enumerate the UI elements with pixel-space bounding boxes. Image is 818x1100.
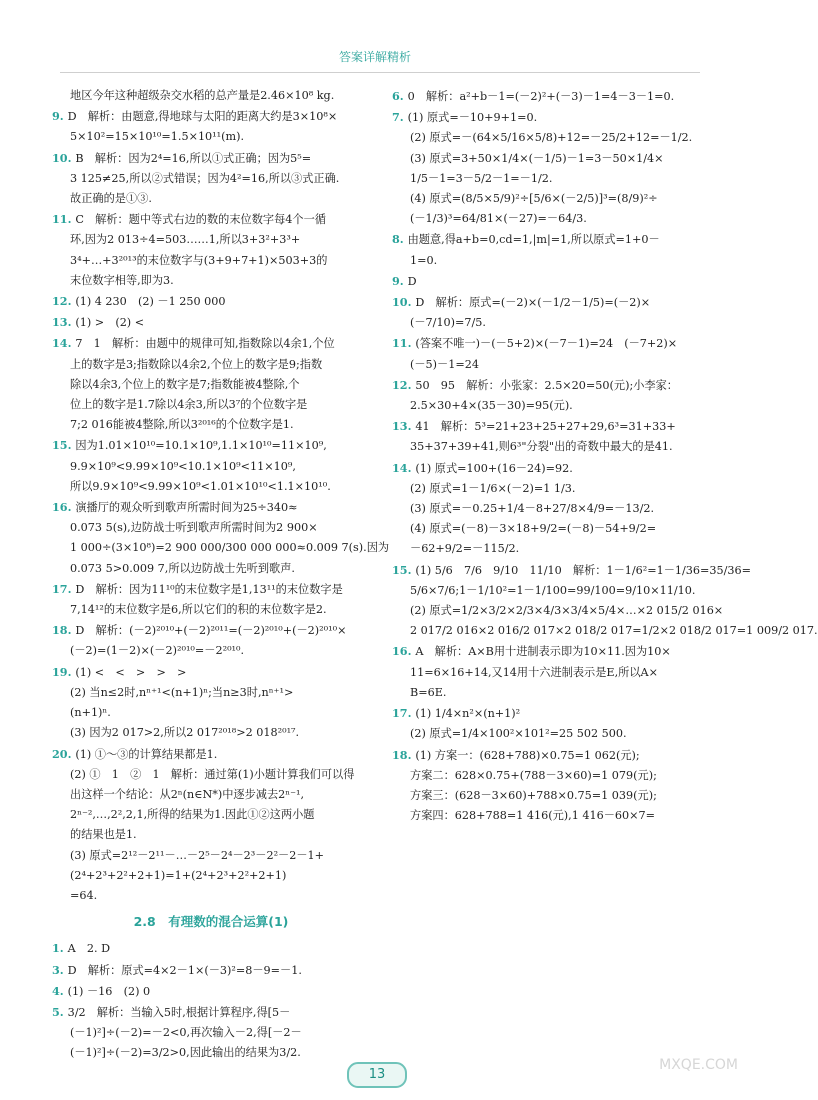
answer-line xyxy=(392,703,710,724)
answer-text: 故正确的是①③. xyxy=(70,192,152,206)
answer-line xyxy=(52,230,370,250)
answer-line xyxy=(52,703,370,723)
answer-text: (4) 原式=(－8)－3×18+9/2=(－8)－54+9/2= xyxy=(410,522,657,536)
answer-line xyxy=(392,333,710,354)
answer-line xyxy=(52,1002,370,1023)
answer-line xyxy=(52,662,370,683)
answer-line xyxy=(392,437,710,457)
question-number: 9. xyxy=(392,273,408,288)
answer-line xyxy=(52,641,370,661)
question-number: 9. xyxy=(52,109,68,124)
answer-text: 2.5×30+4×(35－30)=95(元). xyxy=(410,399,573,413)
answer-line xyxy=(52,785,370,805)
answer-line xyxy=(392,766,710,786)
answer-line xyxy=(52,938,370,959)
answer-line xyxy=(52,744,370,765)
answer-line xyxy=(392,416,710,437)
answer-text: 3/2 解析：当输入5时,根据计算程序,得[5－ xyxy=(67,1005,291,1019)
answer-text: =64. xyxy=(70,888,98,902)
answer-line xyxy=(52,683,370,703)
answer-line xyxy=(392,621,818,641)
answer-text: 11=6×16+14,又14用十六进制表示是E,所以A× xyxy=(410,665,658,679)
answer-text: (－7/10)=7/5. xyxy=(410,316,486,330)
question-number: 17. xyxy=(392,706,416,721)
answer-line xyxy=(392,663,710,683)
answer-line xyxy=(392,251,710,271)
answer-text: 35+37+39+41,则6³"分裂"出的奇数中最大的是41. xyxy=(410,440,673,454)
question-number: 5. xyxy=(52,1004,68,1019)
answer-text: 0 解析：a²+b－1=(－2)²+(－3)－1=4－3－1=0. xyxy=(407,90,675,103)
answer-text: D 解析：原式=4×2－1×(－3)²=8－9=－1. xyxy=(67,963,302,977)
answer-line xyxy=(52,497,370,518)
answer-line xyxy=(52,291,370,312)
right-column xyxy=(392,86,818,826)
answer-text: －62+9/2=－115/2. xyxy=(410,542,520,556)
answer-text: (1) 方案一：(628+788)×0.75=1 062(元); xyxy=(415,748,640,762)
answer-text: D 解析：由题意,得地球与太阳的距离大约是3×10⁸× xyxy=(67,110,338,124)
answer-text: (3) 原式=3+50×1/4×(－1/5)－1=3－50×1/4× xyxy=(410,151,664,165)
page-header: 答案详解精析 xyxy=(338,50,411,64)
answer-text: 1/5－1=3－5/2－1=－1/2. xyxy=(410,171,553,185)
answer-text: 7;2 016能被4整除,所以3²⁰¹⁶的个位数字是1. xyxy=(70,418,294,432)
answer-line xyxy=(392,313,710,333)
answer-text: (2) 原式=1－1/6×(－2)=1 1/3. xyxy=(410,481,576,495)
left-column xyxy=(52,86,390,1064)
answer-text: C 解析：题中等式右边的数的末位数字每4个一循 xyxy=(75,213,326,227)
answer-text: (2⁴+2³+2²+2+1)=1+(2⁴+2³+2²+2+1) xyxy=(70,868,287,882)
answer-text: B=6E. xyxy=(410,685,447,699)
question-number: 10. xyxy=(52,150,76,165)
answer-line xyxy=(52,415,370,435)
answer-line xyxy=(52,435,370,456)
answer-line xyxy=(392,786,710,806)
answer-text: 7 1 解析：由题中的规律可知,指数除以4余1,个位 xyxy=(75,337,335,351)
answer-text: 50 95 解析：小张家：2.5×20=50(元);小李家： xyxy=(415,378,678,392)
answer-line xyxy=(392,169,710,189)
answer-text: 1=0. xyxy=(410,253,438,267)
answer-text: 3⁴+…+3²⁰¹³的末位数字与(3+9+7+1)×503+3的 xyxy=(70,253,328,267)
question-number: 4. xyxy=(52,983,68,998)
question-number: 12. xyxy=(392,377,416,392)
answer-text: (答案不唯一)－(－5+2)×(－7－1)=24 (－7+2)× xyxy=(415,337,678,351)
answer-text: 位上的数字是1.7除以4余3,所以3⁷的个位数字是 xyxy=(70,398,308,412)
answer-line xyxy=(52,355,370,375)
answer-line xyxy=(392,107,710,128)
section-title: 2.8 有理数的混合运算(1) xyxy=(133,914,289,930)
answer-line xyxy=(52,86,370,106)
question-number: 16. xyxy=(52,500,76,515)
answer-text: (1) －16 (2) 0 xyxy=(67,984,151,998)
question-number: 13. xyxy=(52,315,76,330)
answer-line xyxy=(392,396,710,416)
answer-line xyxy=(52,765,370,785)
question-number: 19. xyxy=(52,664,76,679)
answer-line xyxy=(392,641,710,662)
answer-line xyxy=(52,723,370,743)
question-number: 18. xyxy=(392,747,416,762)
answer-text: 5×10²=15×10¹⁰=1.5×10¹¹(m). xyxy=(70,130,245,144)
answer-line xyxy=(392,539,710,559)
answer-text: 所以9.9×10⁹<9.99×10⁹<1.01×10¹⁰<1.1×10¹⁰. xyxy=(70,479,331,493)
answer-text: 出这样一个结论：从2ⁿ(n∈N*)中逐步减去2ⁿ⁻¹, xyxy=(70,787,305,801)
question-number: 14. xyxy=(392,460,416,475)
answer-text: (－2)=(1－2)×(－2)²⁰¹⁰=－2²⁰¹⁰. xyxy=(70,644,245,658)
answer-line xyxy=(392,560,752,581)
question-number: 15. xyxy=(52,438,76,453)
answer-text: 演播厅的观众听到歌声所需时间为25÷340≈ xyxy=(75,501,298,515)
answer-text: (2) 当n≤2时,nⁿ⁺¹<(n+1)ⁿ;当n≥3时,nⁿ⁺¹> xyxy=(70,685,294,699)
answer-line xyxy=(392,375,710,396)
answer-text: 地区今年这种超级杂交水稻的总产量是2.46×10⁸ kg. xyxy=(70,89,335,102)
answer-line xyxy=(392,209,710,229)
answer-text: (1) 4 230 (2) －1 250 000 xyxy=(75,295,226,309)
answer-text: (1) 5/6 7/6 9/10 11/10 解析：1－1/6²=1－1/36=35/36= xyxy=(415,563,752,577)
answer-line xyxy=(392,724,710,744)
answer-line xyxy=(52,1043,370,1063)
answer-line xyxy=(52,600,370,620)
answer-text: (4) 原式=(8/5×5/9)²÷[5/6×(－2/5)]³=(8/9)²÷ xyxy=(410,192,658,206)
answer-line xyxy=(52,866,370,886)
answer-text: (1) < < > > > xyxy=(75,665,187,679)
answer-text: D 解析：(－2)²⁰¹⁰+(－2)²⁰¹¹=(－2)²⁰¹⁰+(－2)²⁰¹⁰× xyxy=(75,624,347,638)
answer-text: (2) 原式=1/4×100²×101²=25 502 500. xyxy=(410,727,627,741)
question-number: 10. xyxy=(392,295,416,310)
question-number: 11. xyxy=(52,212,76,227)
answer-line xyxy=(52,169,370,189)
answer-line xyxy=(392,479,710,499)
answer-line xyxy=(392,499,710,519)
answer-line xyxy=(392,458,710,479)
answer-line xyxy=(52,395,370,415)
answer-text: (2) ① 1 ② 1 解析：通过第(1)小题计算我们可以得 xyxy=(70,767,355,781)
answer-line xyxy=(392,86,710,107)
answer-line xyxy=(52,251,370,271)
answer-line xyxy=(52,127,370,147)
answer-line xyxy=(392,229,710,250)
answer-text: 方案二：628×0.75+(788－3×60)=1 079(元); xyxy=(410,768,657,782)
answer-line xyxy=(52,981,370,1002)
question-number: 16. xyxy=(392,644,416,659)
answer-text: (－1)²]÷(－2)=－2<0,再次输入－2,得[－2－ xyxy=(70,1026,302,1040)
answer-text: 因为1.01×10¹⁰=10.1×10⁹,1.1×10¹⁰=11×10⁹, xyxy=(75,439,327,453)
answer-text: 41 解析：5³=21+23+25+27+29,6³=31+33+ xyxy=(415,420,676,434)
answer-line xyxy=(52,312,370,333)
question-number: 14. xyxy=(52,336,76,351)
answer-text: (n+1)ⁿ. xyxy=(70,706,111,720)
answer-line xyxy=(52,825,370,845)
question-number: 20. xyxy=(52,746,76,761)
answer-text: (1) 1/4×n²×(n+1)² xyxy=(415,707,521,721)
answer-text: (2) 原式=1/2×3/2×2/3×4/3×3/4×5/4×…×2 015/2 016× xyxy=(410,604,724,618)
answer-text: 5/6×7/6;1－1/10²=1－1/100=99/100=9/10×11/10. xyxy=(410,583,696,597)
watermark: MXQE.COM xyxy=(659,1057,738,1073)
answer-line xyxy=(52,886,370,906)
answer-line xyxy=(52,846,370,866)
answer-line xyxy=(52,457,370,477)
answer-line xyxy=(52,375,370,395)
answer-text: 的结果也是1. xyxy=(70,828,137,842)
page-number: 13 xyxy=(347,1062,407,1088)
question-number: 15. xyxy=(392,562,416,577)
answer-line xyxy=(392,745,710,766)
answer-line xyxy=(392,271,710,292)
answer-text: 方案四：628+788=1 416(元),1 416－60×7= xyxy=(410,809,656,823)
answer-line xyxy=(52,148,370,169)
answer-line xyxy=(392,355,710,375)
answer-line xyxy=(52,559,370,579)
answer-line xyxy=(52,538,390,558)
answer-line xyxy=(52,477,370,497)
question-number: 1. xyxy=(52,941,68,956)
answer-line xyxy=(52,333,370,354)
question-number: 3. xyxy=(52,962,68,977)
answer-text: (3) 原式=－0.25+1/4－8+27/8×4/9=－13/2. xyxy=(410,502,655,516)
answer-line xyxy=(52,106,370,127)
answer-line xyxy=(392,806,710,826)
answer-text: 0.073 5(s),边防战士听到歌声所需时间为2 900× xyxy=(70,521,318,535)
answer-text: (－5)－1=24 xyxy=(410,357,479,371)
answer-text: A 2. D xyxy=(67,942,111,956)
answer-text: 末位数字相等,即为3. xyxy=(70,273,174,287)
answer-text: 环,因为2 013÷4=503……1,所以3+3²+3³+ xyxy=(70,233,301,247)
answer-text: B 解析：因为2⁴=16,所以①式正确；因为5⁵= xyxy=(75,151,312,165)
answer-text: 由题意,得a+b=0,cd=1,|m|=1,所以原式=1+0－ xyxy=(407,233,660,247)
answer-text: 3 125≠25,所以②式错误；因为4²=16,所以③式正确. xyxy=(70,171,340,185)
question-number: 13. xyxy=(392,419,416,434)
answer-text: A 解析：A×B用十进制表示即为10×11.因为10× xyxy=(415,645,671,659)
answer-text: 1 000÷(3×10⁸)=2 900 000/300 000 000≈0.009 7(s).因为 xyxy=(70,541,390,555)
answer-line xyxy=(52,960,370,981)
answer-line xyxy=(392,128,710,148)
answer-line xyxy=(52,805,370,825)
answer-line xyxy=(392,601,724,621)
question-number: 17. xyxy=(52,581,76,596)
answer-line xyxy=(392,683,710,703)
answer-line xyxy=(52,579,370,600)
answer-text: 2ⁿ⁻²,…,2²,2,1,所得的结果为1.因此①②这两小题 xyxy=(70,808,315,822)
question-number: 11. xyxy=(392,336,416,351)
answer-line xyxy=(52,1023,370,1043)
answer-line xyxy=(392,292,710,313)
answer-line xyxy=(392,519,710,539)
answer-text: 7,14¹²的末位数字是6,所以它们的积的末位数字是2. xyxy=(70,603,327,617)
answer-text: (1) 原式=100+(16－24)=92. xyxy=(415,461,573,475)
question-number: 18. xyxy=(52,623,76,638)
answer-text: (1) 原式=－10+9+1=0. xyxy=(407,111,538,125)
answer-line xyxy=(52,209,370,230)
answer-text: (1) ①～③的计算结果都是1. xyxy=(75,747,218,761)
answer-text: D 解析：原式=(－2)×(－1/2－1/5)=(－2)× xyxy=(415,296,651,310)
answer-text: (2) 原式=－(64×5/16×5/8)+12=－25/2+12=－1/2. xyxy=(410,131,693,145)
answer-text: 9.9×10⁹<9.99×10⁹<10.1×10⁹<11×10⁹, xyxy=(70,459,296,473)
answer-text: (3) 因为2 017>2,所以2 017²⁰¹⁸>2 018²⁰¹⁷. xyxy=(70,726,300,740)
answer-text: 2 017/2 016×2 016/2 017×2 018/2 017=1/2×2 018/2 017=1 009/2 017. xyxy=(410,624,818,638)
question-number: 12. xyxy=(52,294,76,309)
answer-text: D 解析：因为11¹⁰的末位数字是1,13¹¹的末位数字是 xyxy=(75,582,343,596)
question-number: 8. xyxy=(392,232,408,247)
answer-text: 0.073 5>0.009 7,所以边防战士先听到歌声. xyxy=(70,561,295,575)
answer-line xyxy=(392,581,710,601)
answer-line xyxy=(392,149,710,169)
answer-text: (3) 原式=2¹²－2¹¹－…－2⁵－2⁴－2³－2²－2－1+ xyxy=(70,848,325,862)
answer-text: 上的数字是3;指数除以4余2,个位上的数字是9;指数 xyxy=(70,357,323,371)
answer-text: 除以4余3,个位上的数字是7;指数能被4整除,个 xyxy=(70,377,300,391)
answer-text: 方案三：(628－3×60)+788×0.75=1 039(元); xyxy=(410,788,657,802)
answer-line xyxy=(52,518,370,538)
answer-line xyxy=(392,189,710,209)
header-rule xyxy=(60,72,700,73)
answer-text: (1) > (2) < xyxy=(75,316,145,330)
answer-text: (－1/3)³=64/81×(－27)=－64/3. xyxy=(410,212,587,226)
answer-line xyxy=(52,620,370,641)
answer-text: (－1)²]÷(－2)=3/2>0,因此输出的结果为3/2. xyxy=(70,1046,301,1060)
question-number: 6. xyxy=(392,89,408,103)
question-number: 7. xyxy=(392,110,408,125)
answer-text: D xyxy=(407,274,417,288)
answer-line xyxy=(52,271,370,291)
answer-line xyxy=(52,189,370,209)
